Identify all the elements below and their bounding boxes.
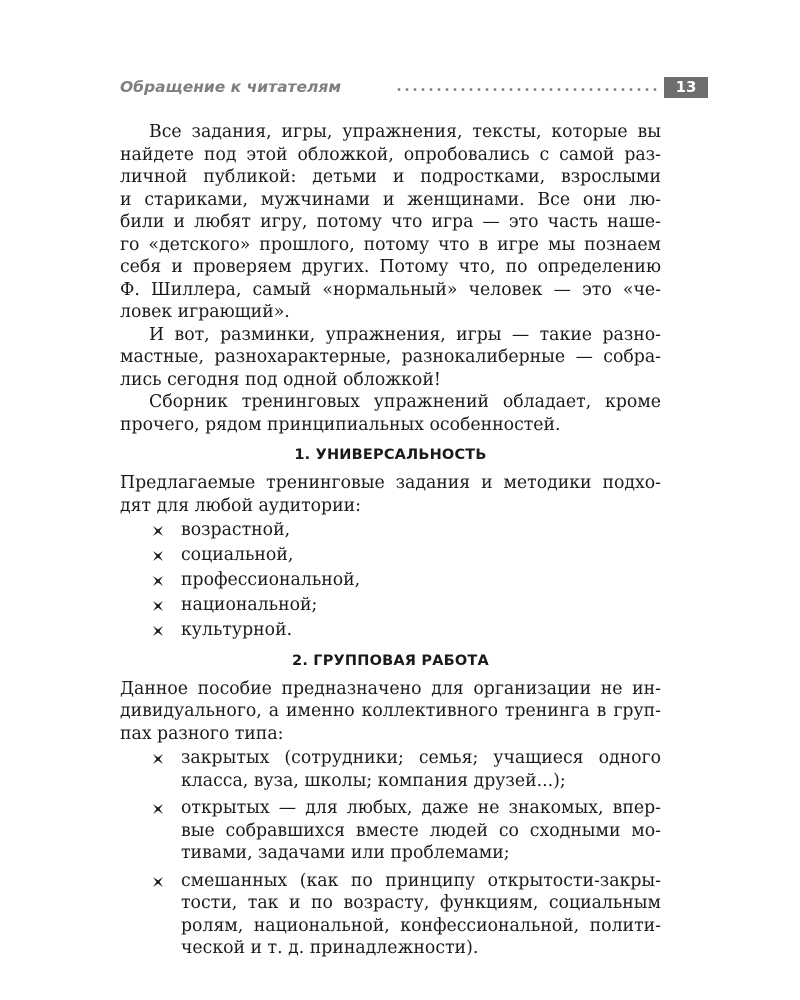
text-line: Сборник тренинговых упражнений обладает, кроме — [149, 392, 661, 412]
text-line: го «детского» прошлого, потому что в игре мы познаем — [120, 234, 661, 255]
text-line: дят для любой аудитории: — [120, 495, 361, 516]
text-line: прочего, рядом принципиальных особенностей. — [120, 414, 561, 435]
list-item-text: класса, вуза, школы; компания друзей...); — [181, 770, 566, 791]
intro-paragraph-2 — [120, 324, 661, 392]
list-item-text: тивами, задачами или проблемами; — [181, 843, 510, 863]
bullet-icon — [153, 601, 163, 611]
audience-list — [120, 519, 661, 642]
bullet-icon — [153, 626, 163, 636]
text-line: личной публикой: детьми и подростками, взрослыми — [120, 167, 661, 187]
list-item — [120, 619, 661, 642]
text-line: дивидуального, а именно коллективного тренинга в груп- — [120, 701, 661, 721]
list-item-text: ролям, национальной, конфессиональной, полити- — [181, 915, 661, 936]
list-item-text: закрытых (сотрудники; семья; учащиеся одного — [181, 748, 661, 768]
section-1-heading: 1. УНИВЕРСАЛЬНОСТЬ — [294, 447, 487, 463]
list-item-text: возрастной, — [181, 520, 291, 540]
text-line: били и любят игру, потому что игра — это часть наше- — [120, 212, 661, 232]
page-number: 13 — [664, 77, 708, 98]
bullet-icon — [153, 526, 163, 536]
list-item — [120, 569, 661, 592]
bullet-icon — [153, 804, 163, 814]
bullet-icon — [153, 754, 163, 764]
text-line: мастные, разнохарактерные, разнокалиберные — собра- — [120, 347, 661, 367]
list-item — [120, 594, 661, 617]
bullet-icon — [153, 551, 163, 561]
list-item-text: культурной. — [181, 620, 293, 640]
bullet-icon — [153, 877, 163, 887]
intro-paragraph-3 — [120, 391, 661, 436]
list-item-text: смешанных (как по принципу открытости-закры- — [181, 870, 661, 891]
list-item — [120, 747, 661, 792]
list-item — [120, 519, 661, 542]
list-item-text: национальной; — [181, 595, 318, 615]
text-line: пах разного типа: — [120, 723, 284, 744]
list-item-text: ческой и т. д. принадлежности). — [181, 938, 479, 958]
intro-paragraph-1 — [120, 121, 661, 324]
list-item-text: вые собравшихся вместе людей со сходными мо- — [181, 820, 661, 841]
list-item — [120, 870, 661, 960]
running-header — [120, 76, 708, 98]
text-line: ловек играющий». — [120, 302, 290, 322]
text-line: Ф. Шиллера, самый «нормальный» человек — это «че- — [120, 279, 661, 300]
list-item-text: тости, так и по возрасту, функциям, социальным — [181, 893, 661, 913]
header-dot-leader — [395, 88, 660, 91]
list-item-text: социальной, — [181, 545, 294, 565]
list-item-text: профессиональной, — [181, 570, 361, 590]
list-item — [120, 544, 661, 567]
text-line: Предлагаемые тренинговые задания и методики подхо- — [120, 473, 661, 493]
page-body — [120, 121, 661, 965]
text-line: И вот, разминки, упражнения, игры — такие разно- — [149, 324, 661, 345]
group-type-list — [120, 747, 661, 960]
text-line: Данное пособие предназначено для организации не ин- — [120, 678, 661, 699]
list-item-text: открытых — для любых, даже не знакомых, впер- — [181, 798, 661, 818]
list-item — [120, 797, 661, 865]
bullet-icon — [153, 576, 163, 586]
text-line: себя и проверяем других. Потому что, по определению — [120, 257, 661, 277]
text-line: и стариками, мужчинами и женщинами. Все они лю- — [120, 189, 661, 210]
section-1-text — [120, 472, 661, 517]
section-2-text — [120, 678, 661, 746]
text-line: лись сегодня под одной обложкой! — [120, 369, 441, 390]
text-line: Все задания, игры, упражнения, тексты, которые вы — [149, 122, 661, 142]
running-header-title: Обращение к читателям — [120, 78, 342, 96]
section-2-heading: 2. ГРУППОВАЯ РАБОТА — [292, 652, 489, 669]
text-line: найдете под этой обложкой, опробовались с самой раз- — [120, 144, 661, 165]
